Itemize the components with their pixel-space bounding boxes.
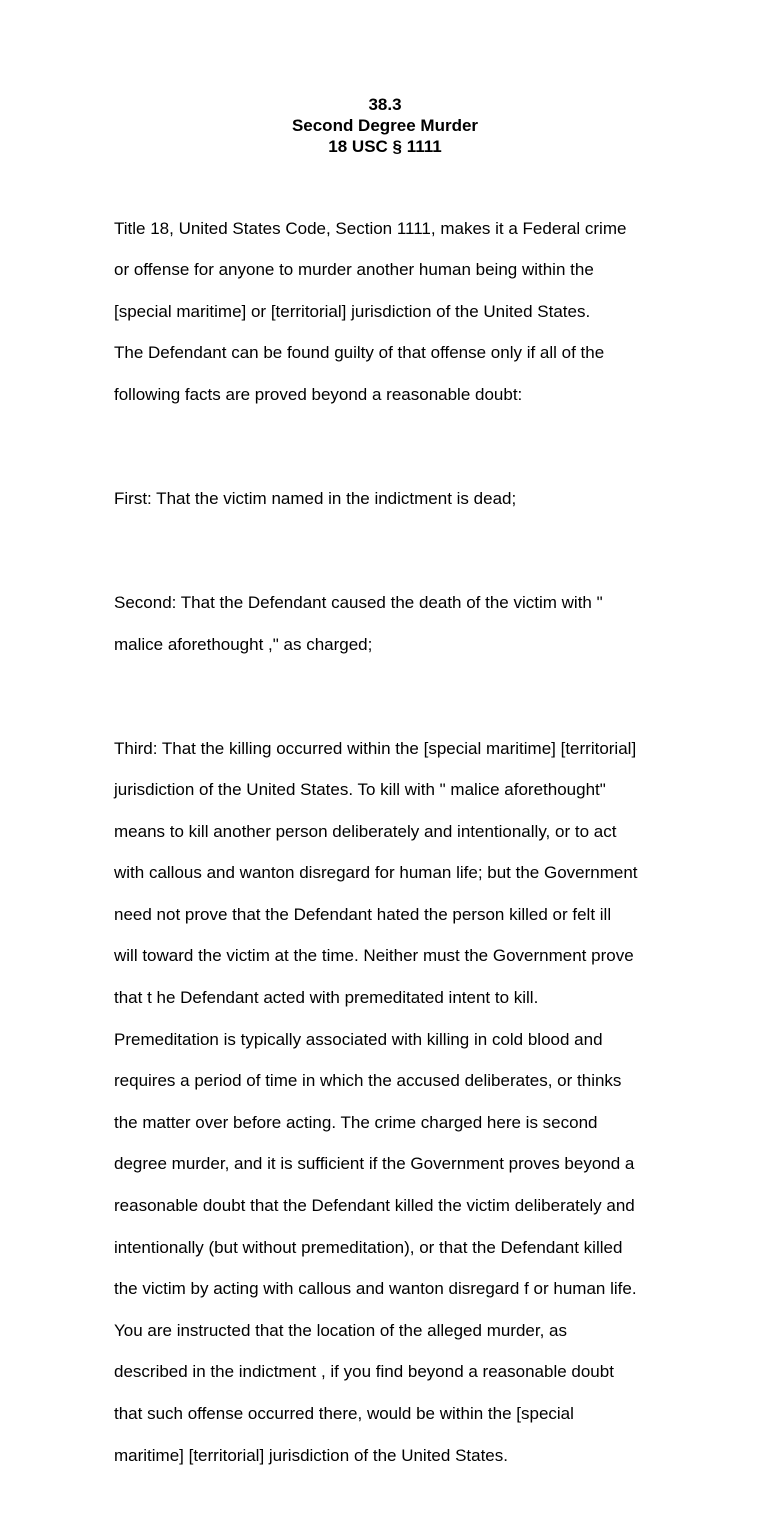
section-title: Second Degree Murder (291, 116, 479, 135)
text-line: the victim by acting with callous and wanton disregard f or human life. (114, 1279, 637, 1299)
text-line: reasonable doubt that the Defendant killed the victim deliberately and (114, 1196, 635, 1216)
text-line: means to kill another person deliberately and intentionally, or to act (114, 821, 617, 841)
text-line: jurisdiction of the United States. To kill with " malice aforethought" (114, 780, 606, 800)
text-line: intentionally (but without premeditation), or that the Defendant killed (114, 1237, 623, 1257)
text-line: requires a period of time in which the accused deliberates, or thinks (114, 1071, 622, 1091)
text-line: need not prove that the Defendant hated the person killed or felt ill (114, 904, 612, 924)
text-line: The Defendant can be found guilty of that offense only if all of the (114, 343, 605, 363)
document-body (114, 177, 674, 1529)
text-line: with callous and wanton disregard for human life; but the Government (114, 863, 638, 883)
text-line: will toward the victim at the time. Neither must the Government prove (114, 946, 634, 966)
text-line: Premeditation is typically associated with killing in cold blood and (114, 1029, 603, 1049)
text-line: the matter over before acting. The crime charged here is second (114, 1112, 598, 1132)
text-line: following facts are proved beyond a reasonable doubt: (114, 384, 523, 404)
paragraph-second-element (114, 572, 674, 676)
text-line: Title 18, United States Code, Section 1111, makes it a Federal crime (114, 218, 627, 238)
text-line: that t he Defendant acted with premeditated intent to kill. (114, 988, 539, 1008)
text-line: or offense for anyone to murder another human being within the (114, 260, 594, 280)
text-line: You are instructed that the location of the alleged murder, as (114, 1320, 567, 1340)
document-heading (0, 94, 770, 157)
text-line: described in the indictment , if you find beyond a reasonable doubt (114, 1362, 614, 1382)
text-line: First: That the victim named in the indictment is dead; (114, 488, 517, 508)
text-line: maritime] [territorial] jurisdiction of the United States. (114, 1445, 508, 1465)
text-line: Second: That the Defendant caused the death of the victim with " (114, 592, 603, 612)
text-line: that such offense occurred there, would be within the [special (114, 1404, 574, 1424)
text-line: degree murder, and it is sufficient if the Government proves beyond a (114, 1154, 635, 1174)
statute-citation: 18 USC § 1111 (328, 137, 442, 156)
text-line: Third: That the killing occurred within the [special maritime] [territorial] (114, 738, 637, 758)
text-line: malice aforethought ," as charged; (114, 634, 373, 654)
section-number: 38.3 (368, 95, 402, 114)
paragraph-third-element (114, 718, 674, 1487)
paragraph-first-element (114, 468, 674, 530)
paragraph-intro (114, 198, 674, 427)
text-line: [special maritime] or [territorial] jurisdiction of the United States. (114, 301, 591, 321)
